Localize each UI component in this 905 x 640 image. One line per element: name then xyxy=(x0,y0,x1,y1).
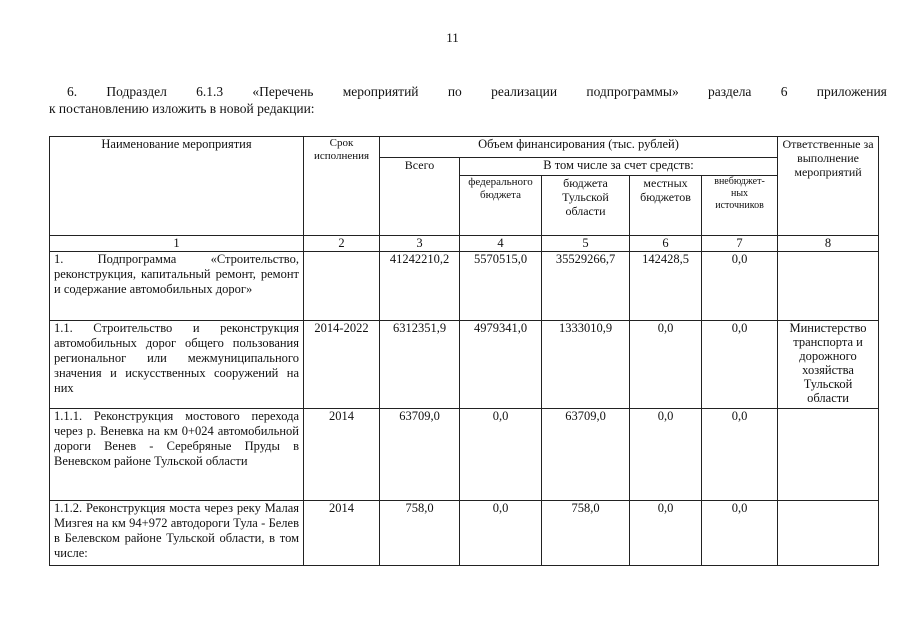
column-number: 6 xyxy=(630,236,702,252)
row-regional: 63709,0 xyxy=(542,409,630,501)
table-row xyxy=(50,409,879,501)
intro-paragraph xyxy=(49,83,887,117)
row-term: 2014 xyxy=(304,409,380,501)
header-financing: Объем финансирования (тыс. рублей) xyxy=(380,137,778,158)
column-number: 5 xyxy=(542,236,630,252)
row-local: 0,0 xyxy=(630,409,702,501)
intro-word: 6 xyxy=(780,84,788,99)
intro-word: 6. xyxy=(67,84,78,99)
row-total: 63709,0 xyxy=(380,409,460,501)
row-regional: 758,0 xyxy=(542,501,630,566)
row-term: 2014 xyxy=(304,501,380,566)
row-name: 1.1.1. Реконструкция мостового перехода через р. Веневка на км 0+024 автомобильной дороги Венев - Серебряные Пруды в Веневском районе Тульской области xyxy=(50,409,304,501)
measures-table xyxy=(49,136,879,566)
row-name: 1.1. Строительство и реконструкция автомобильных дорог общего пользования региональног или межмуниципального значения и искусственных сооружений на них xyxy=(50,321,304,409)
row-name: 1. Подпрограмма «Строительство, реконструкция, капитальный ремонт, ремонт и содержание автомобильных дорог» xyxy=(50,252,304,321)
table-row xyxy=(50,321,879,409)
row-regional: 35529266,7 xyxy=(542,252,630,321)
intro-word: подпрограммы» xyxy=(586,84,679,99)
row-local: 0,0 xyxy=(630,501,702,566)
row-total: 6312351,9 xyxy=(380,321,460,409)
row-responsible xyxy=(778,252,879,321)
row-local: 142428,5 xyxy=(630,252,702,321)
row-extra: 0,0 xyxy=(702,321,778,409)
header-name: Наименование мероприятия xyxy=(50,137,304,236)
header-responsible: Ответственные за выполнение мероприятий xyxy=(778,137,879,236)
intro-word: 6.1.3 xyxy=(196,84,224,99)
intro-line-1 xyxy=(49,83,887,100)
header-local: местных бюджетов xyxy=(630,176,702,236)
header-regional: бюджета Тульской области xyxy=(542,176,630,236)
row-extra: 0,0 xyxy=(702,252,778,321)
intro-word: «Перечень xyxy=(252,84,314,99)
row-federal: 0,0 xyxy=(460,501,542,566)
intro-word: раздела xyxy=(708,84,752,99)
header-extra: внебюджет-ных источников xyxy=(702,176,778,236)
column-number: 3 xyxy=(380,236,460,252)
header-total: Всего xyxy=(380,158,460,236)
row-total: 758,0 xyxy=(380,501,460,566)
row-name: 1.1.2. Реконструкция моста через реку Малая Мизгея на км 94+972 автодороги Тула - Белев в Белевском районе Тульской области, в том числе: xyxy=(50,501,304,566)
intro-word: Подраздел xyxy=(106,84,167,99)
intro-word: мероприятий xyxy=(342,84,419,99)
column-number: 7 xyxy=(702,236,778,252)
column-number-row xyxy=(50,236,879,252)
row-local: 0,0 xyxy=(630,321,702,409)
table-row xyxy=(50,501,879,566)
intro-line-2: к постановлению изложить в новой редакции: xyxy=(49,101,315,116)
table-row xyxy=(50,252,879,321)
row-total: 41242210,2 xyxy=(380,252,460,321)
row-responsible: Министерство транспорта и дорожного хозяйства Тульской области xyxy=(778,321,879,409)
column-number: 4 xyxy=(460,236,542,252)
header-including: В том числе за счет средств: xyxy=(460,158,778,176)
row-federal: 5570515,0 xyxy=(460,252,542,321)
row-extra: 0,0 xyxy=(702,501,778,566)
column-number: 8 xyxy=(778,236,879,252)
intro-word: приложения xyxy=(816,84,887,99)
column-number: 2 xyxy=(304,236,380,252)
column-number: 1 xyxy=(50,236,304,252)
row-regional: 1333010,9 xyxy=(542,321,630,409)
intro-word: по xyxy=(447,84,462,99)
header-federal: федерального бюджета xyxy=(460,176,542,236)
row-term xyxy=(304,252,380,321)
row-term: 2014-2022 xyxy=(304,321,380,409)
row-federal: 4979341,0 xyxy=(460,321,542,409)
row-responsible xyxy=(778,409,879,501)
intro-word: реализации xyxy=(491,84,558,99)
row-federal: 0,0 xyxy=(460,409,542,501)
row-responsible xyxy=(778,501,879,566)
row-extra: 0,0 xyxy=(702,409,778,501)
page-number: 11 xyxy=(446,30,459,45)
header-term: Срок исполнения xyxy=(304,137,380,236)
